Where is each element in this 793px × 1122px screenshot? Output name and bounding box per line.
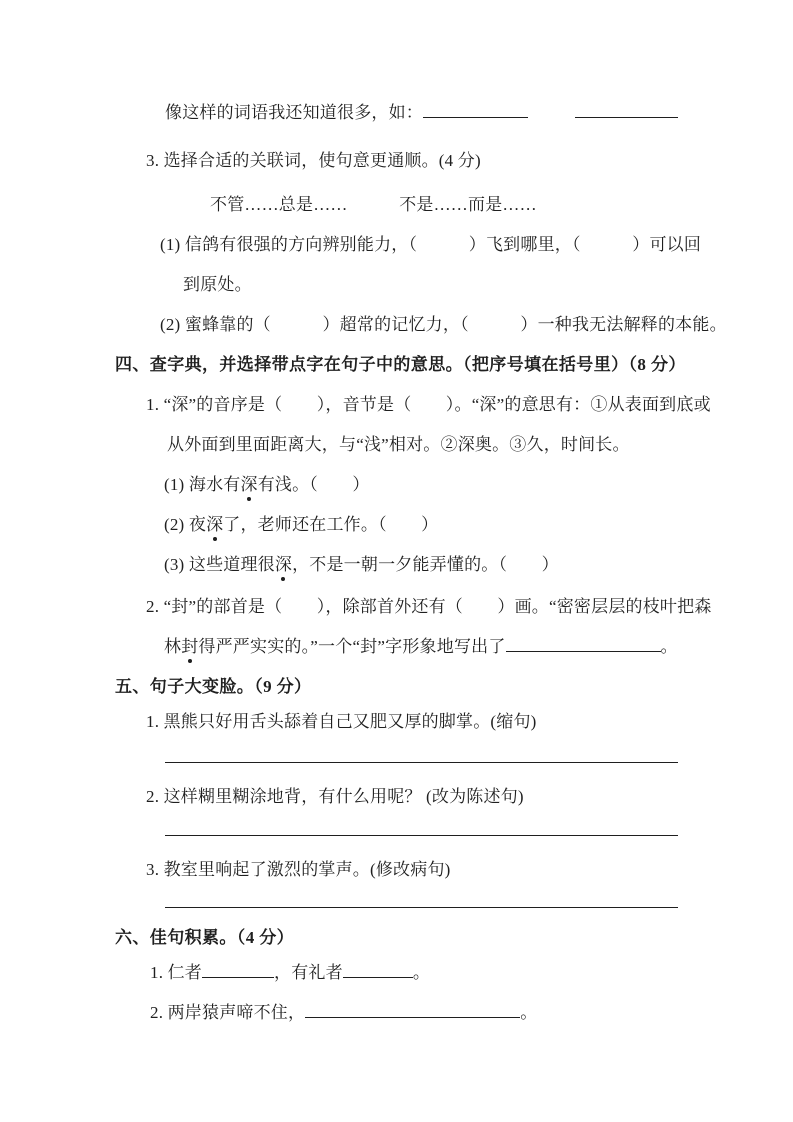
q3-conjunction-options: 不管……总是…… 不是……而是…… (210, 195, 537, 214)
q3-item1-line2: 到原处。 (183, 275, 252, 294)
q4-sub3-pre: (3) 这些道理很 (164, 555, 275, 574)
fill-in-blank (202, 960, 274, 978)
q5-section-heading: 五、句子大变脸。（9 分） (115, 677, 312, 696)
fill-in-blank (343, 960, 413, 978)
q6-item1-period: 。 (412, 963, 431, 982)
q5-item1: 1. 黑熊只好用舌头舔着自己又肥又厚的脚掌。(缩句) (146, 712, 537, 731)
q4-item2-period: 。 (660, 637, 678, 656)
q4-section-heading: 四、查字典，并选择带点字在句子中的意思。（把序号填在括号里）（8 分） (115, 355, 686, 374)
q5-item2: 2. 这样糊里糊涂地背，有什么用呢？ (改为陈述句) (146, 787, 524, 806)
answer-line (165, 835, 678, 836)
q4-sub2-pre: (2) 夜 (164, 515, 207, 534)
q4-item2-pre: 林 (164, 637, 182, 656)
q4-sub3 (164, 552, 559, 578)
answer-line (165, 907, 678, 908)
intro-more-words-line (165, 100, 678, 126)
q4-item1-line1: 1. “深”的音序是（ ），音节是（ ）。“深”的意思有：①从表面到底或 (146, 395, 711, 414)
q3-heading: 3. 选择合适的关联词，使句意更通顺。(4 分) (146, 151, 481, 170)
q4-item2-post: 得严严实实的。”一个“封”字形象地写出了 (198, 637, 506, 656)
intro-more-words-text: 像这样的词语我还知道很多，如： (165, 103, 423, 122)
fill-in-blank (423, 100, 528, 118)
q6-item1-pre: 1. 仁者 (150, 963, 202, 982)
fill-in-blank (506, 634, 661, 652)
q4-sub3-post: ，不是一朝一夕能弄懂的。（ ） (292, 555, 559, 574)
answer-line (165, 762, 678, 763)
q6-item1-mid: ，有礼者 (274, 963, 343, 982)
q6-item2 (150, 1000, 537, 1026)
q4-sub3-dotted-char: 深 (275, 552, 292, 578)
q4-sub1 (164, 472, 370, 498)
q4-item2-dotted-char: 封 (181, 634, 198, 660)
q4-sub1-dotted-char: 深 (240, 472, 257, 498)
blank-gap (528, 117, 575, 118)
q4-sub2 (164, 512, 438, 538)
q6-item2-period: 。 (520, 1003, 538, 1022)
q4-item1-line2: 从外面到里面距离大，与“浅”相对。②深奥。③久，时间长。 (167, 435, 630, 454)
fill-in-blank (575, 100, 678, 118)
q5-item3: 3. 教室里响起了激烈的掌声。(修改病句) (146, 860, 451, 879)
q3-item2: (2) 蜜蜂靠的（ ）超常的记忆力，（ ）一种我无法解释的本能。 (160, 315, 727, 334)
q4-sub1-pre: (1) 海水有 (164, 475, 241, 494)
q4-sub2-dotted-char: 深 (206, 512, 223, 538)
fill-in-blank (305, 1000, 520, 1018)
q4-item2-line2 (164, 634, 678, 660)
q6-item1 (150, 960, 430, 986)
q3-item1-line1: (1) 信鸽有很强的方向辨别能力，（ ）飞到哪里，（ ）可以回 (160, 235, 702, 254)
q4-sub1-post: 有浅。（ ） (257, 475, 370, 494)
q6-section-heading: 六、佳句积累。（4 分） (115, 928, 295, 947)
q4-sub2-post: 了，老师还在工作。（ ） (223, 515, 439, 534)
q6-item2-pre: 2. 两岸猿声啼不住， (150, 1003, 306, 1022)
q4-item2-line1: 2. “封”的部首是（ ），除部首外还有（ ）画。“密密层层的枝叶把森 (146, 597, 712, 616)
